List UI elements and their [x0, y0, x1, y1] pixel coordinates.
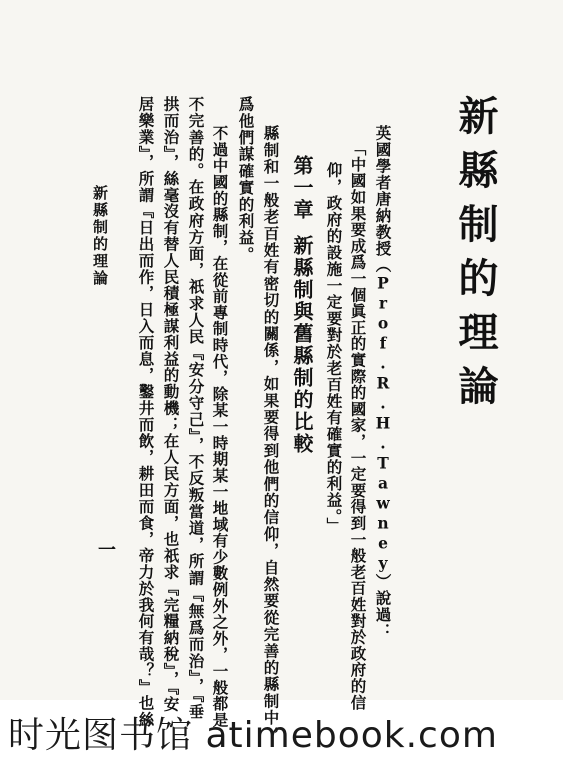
body-line-1: 縣制和一般老百姓有密切的關係，如果要得到他們的信仰，自然要從完善的縣制中，	[261, 125, 281, 743]
site-watermark: 时光图书馆 atimebook.com	[8, 715, 498, 756]
quote-attribution: 英國學者唐納教授（Prof.R.H.Tawney）說過：	[373, 125, 393, 640]
quote-line-1: 「中國如果要成爲一個眞正的實際的國家，一定要得到一般老百姓對於政府的信	[348, 140, 368, 711]
running-head: 新縣制的理論	[91, 185, 109, 287]
page-number: 一	[95, 540, 116, 558]
chapter-title: 新縣制與舊縣制的比較	[290, 235, 314, 455]
body-line-3: 不過中國的縣制，在從前專制時代，除某一時期某一地域有少數例外之外，一般都是	[210, 125, 230, 729]
chapter-number: 第一章	[290, 155, 314, 221]
quote-line-2: 仰，政府的設施一定要對於老百姓有確實的利益。」	[324, 162, 344, 534]
book-title: 新縣制的理論	[452, 95, 499, 419]
body-line-4: 不完善的。在政府方面，祇求人民『安分守己』，不反叛當道，所謂『無爲而治』，『垂	[186, 96, 206, 721]
body-line-2: 爲他們謀確實的利益。	[236, 96, 256, 263]
chapter-heading	[292, 155, 312, 455]
body-line-5: 拱而治』，絲毫沒有替人民積極謀利益的動機；在人民方面，也祇求『完糧納稅』，『安	[161, 96, 181, 713]
body-line-6: 居樂業』，所謂『日出而作，日入而息，鑿井而飲，耕田而食，帝力於我何有哉？』也絲	[136, 96, 156, 728]
